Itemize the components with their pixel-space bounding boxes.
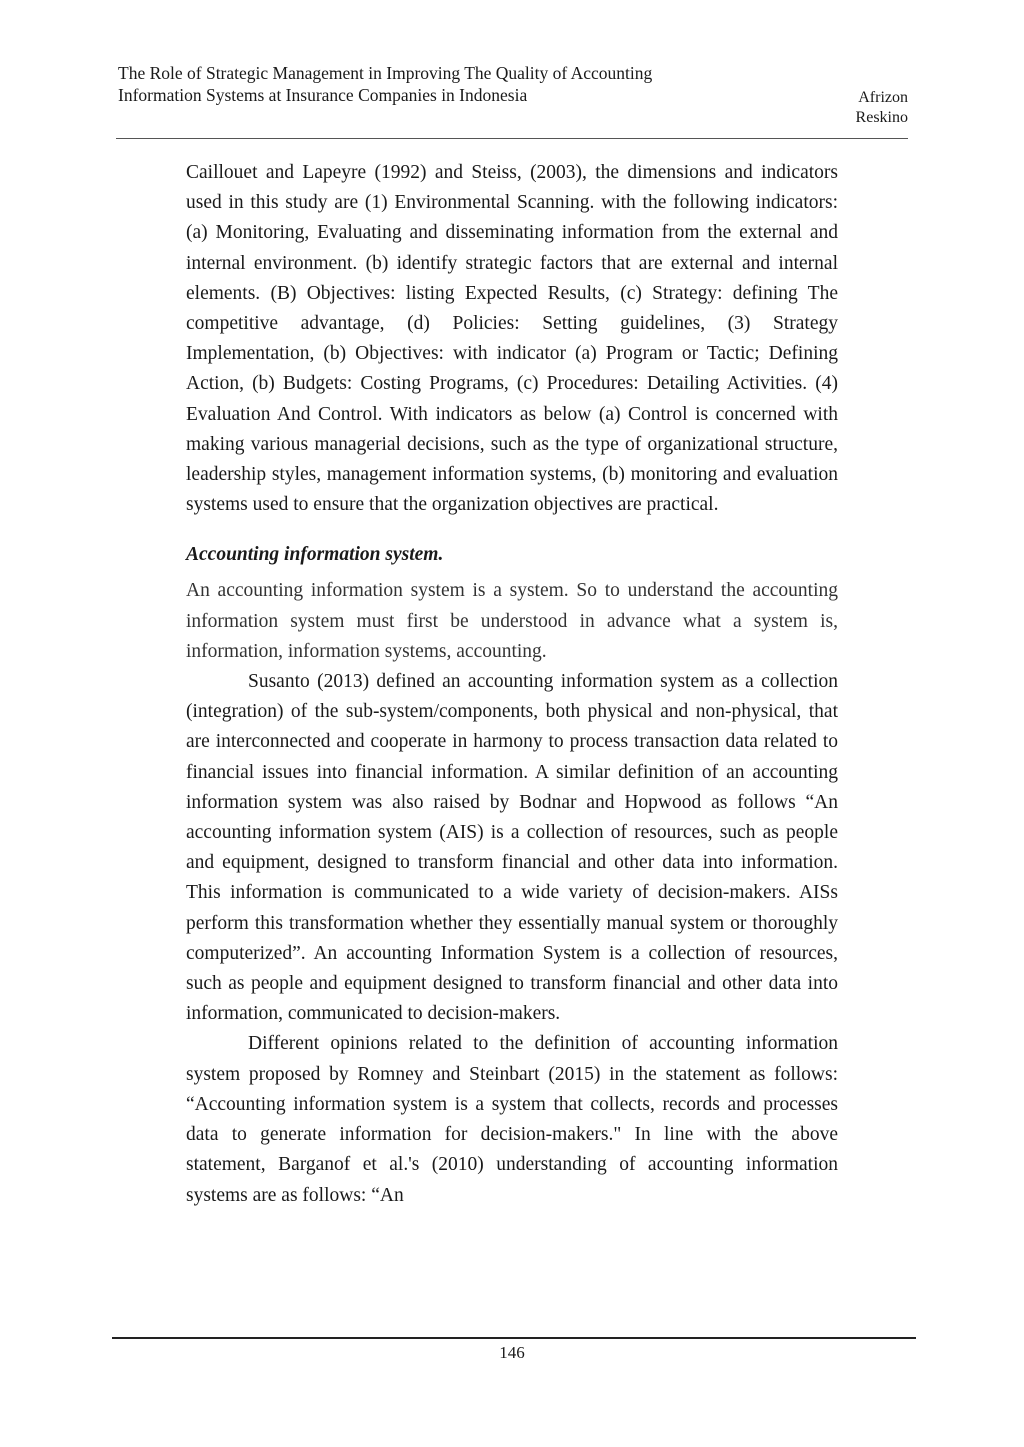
running-header-author xyxy=(768,88,908,128)
running-header-title: The Role of Strategic Management in Improving The Quality of Accounting Information Systems at Insurance Companies in Indonesia xyxy=(118,63,653,105)
section-heading: Accounting information system. xyxy=(186,544,444,566)
page-number: 146 xyxy=(499,1343,525,1362)
author-last-name: Reskino xyxy=(855,109,908,126)
body-paragraph-dimensions: Caillouet and Lapeyre (1992) and Steiss, (2003), the dimensions and indicators used in this study are (1) Environmental Scanning. with the following indicators: (a) Monitoring, Evaluating and disseminating information from the external and internal environment. (b) identify strategic factors that are external and internal elements. (B) Objectives: listing Expected Results, (c) Strategy: defining The competitive advantage, (d) Policies: Setting guidelines, (3) Strategy Implementation, (b) Objectives: with indicator (a) Program or Tactic; Defining Action, (b) Budgets: Costing Programs, (c) Procedures: Detailing Activities. (4) Evaluation And Control. With indicators as below (a) Control is concerned with making various managerial decisions, such as the type of organizational structure, leadership styles, management information systems, (b) monitoring and evaluation systems used to ensure that the organization objectives are practical. xyxy=(186,162,838,516)
main-body xyxy=(186,158,838,1211)
body-paragraph-susanto: Susanto (2013) defined an accounting information system as a collection (integration) of the sub-system/components, both physical and non-physical, that are interconnected and cooperate in harmony to process transaction data related to financial issues into financial information. A similar definition of an accounting information system was also raised by Bodnar and Hopwood as follows “An accounting information system (AIS) is a collection of resources, such as people and equipment, designed to transform financial and other data into information. This information is communicated to a wide variety of decision-makers. AISs perform this transformation whether they essentially manual system or thoroughly computerized”. An accounting Information System is a collection of resources, such as people and equipment designed to transform financial and other data into information, communicated to decision-makers. xyxy=(186,671,838,1025)
running-header xyxy=(118,62,908,138)
body-paragraph-romney: Different opinions related to the definition of accounting information system proposed by Romney and Steinbart (2015) in the statement as follows: “Accounting information system is a system that collects, records and processes data to generate information for decision-makers." In line with the above statement, Barganof et al.'s (2010) understanding of accounting information systems are as follows: “An xyxy=(186,1033,838,1206)
author-first-name: Afrizon xyxy=(858,89,908,106)
header-divider xyxy=(116,138,908,139)
body-paragraph-ais-intro: An accounting information system is a system. So to understand the accounting information system must first be understood in advance what a system is, information, information systems, accounting. xyxy=(186,580,838,662)
footer-divider xyxy=(112,1337,916,1339)
